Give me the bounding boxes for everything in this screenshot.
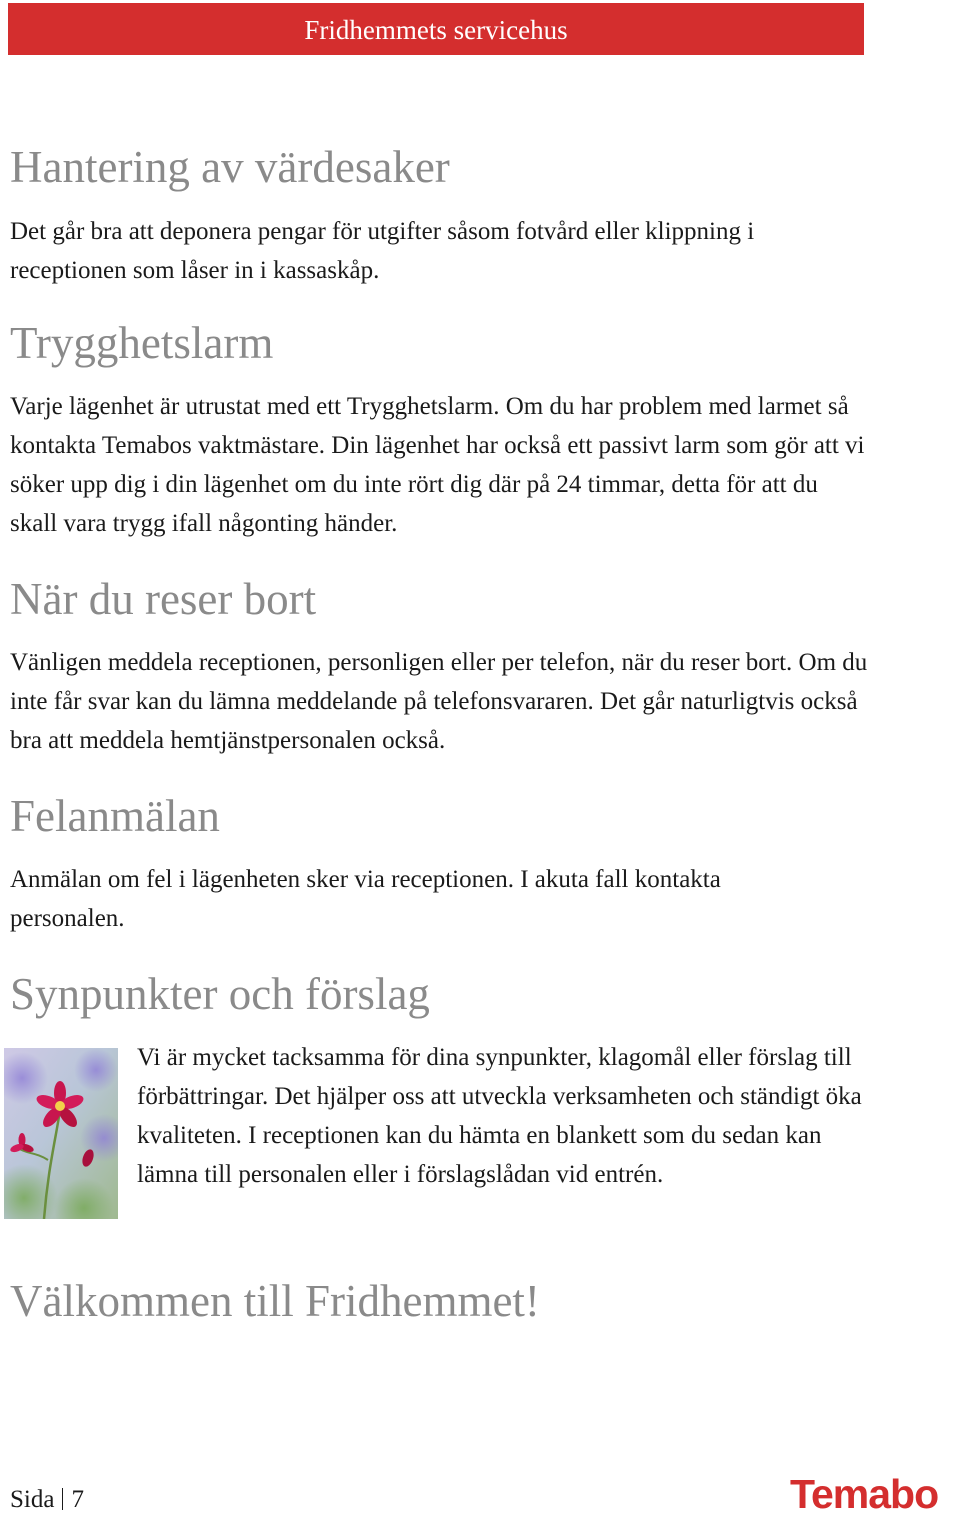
page-separator — [62, 1488, 63, 1510]
section-body-feedback: Vi är mycket tacksamma för dina synpunkter, klagomål eller förslag till förbättringar. Det hjälper oss att utveckla verksamheten och ständigt öka kvaliteten. I receptionen kan du hämta en blankett som du sedan kan lämna till personalen eller i förslagslådan vid entrén. — [137, 1044, 862, 1188]
section-heading-feedback: Synpunkter och förslag — [10, 969, 430, 1019]
section-body-travel: Vänligen meddela receptionen, personligen eller per telefon, när du reser bort. Om du inte får svar kan du lämna meddelande på telefonsvararen. Det går naturligtvis också bra att meddela hemtjänstpersonalen också. — [10, 649, 868, 754]
section-body-valuables: Det går bra att deponera pengar för utgifter såsom fotvård eller klippning i receptionen som låser in i kassaskåp. — [10, 218, 755, 284]
header-title: Fridhemmets servicehus — [304, 15, 568, 45]
page-number — [10, 1484, 84, 1516]
closing-heading: Välkommen till Fridhemmet! — [10, 1276, 540, 1326]
section-heading-fault-report: Felanmälan — [10, 791, 220, 841]
section-heading-travel: När du reser bort — [10, 574, 317, 624]
logo-text: Temabo — [790, 1471, 939, 1516]
page-number-value: 7 — [71, 1486, 84, 1513]
header-bar — [8, 3, 864, 55]
section-heading-valuables: Hantering av värdesaker — [10, 142, 450, 192]
flower-image — [4, 1048, 118, 1219]
page-label: Sida — [10, 1486, 55, 1513]
section-body-fault-report: Anmälan om fel i lägenheten sker via receptionen. I akuta fall kontakta personalen. — [10, 866, 721, 932]
section-heading-safety-alarm: Trygghetslarm — [10, 318, 274, 368]
section-body-safety-alarm: Varje lägenhet är utrustat med ett Trygghetslarm. Om du har problem med larmet så kontakta Temabos vaktmästare. Din lägenhet har också ett passivt larm som gör att vi söker upp dig i din lägenhet om du inte rört dig där på 24 timmar, detta för att du skall vara trygg ifall någonting händer. — [10, 393, 865, 537]
temabo-logo — [788, 1470, 958, 1516]
